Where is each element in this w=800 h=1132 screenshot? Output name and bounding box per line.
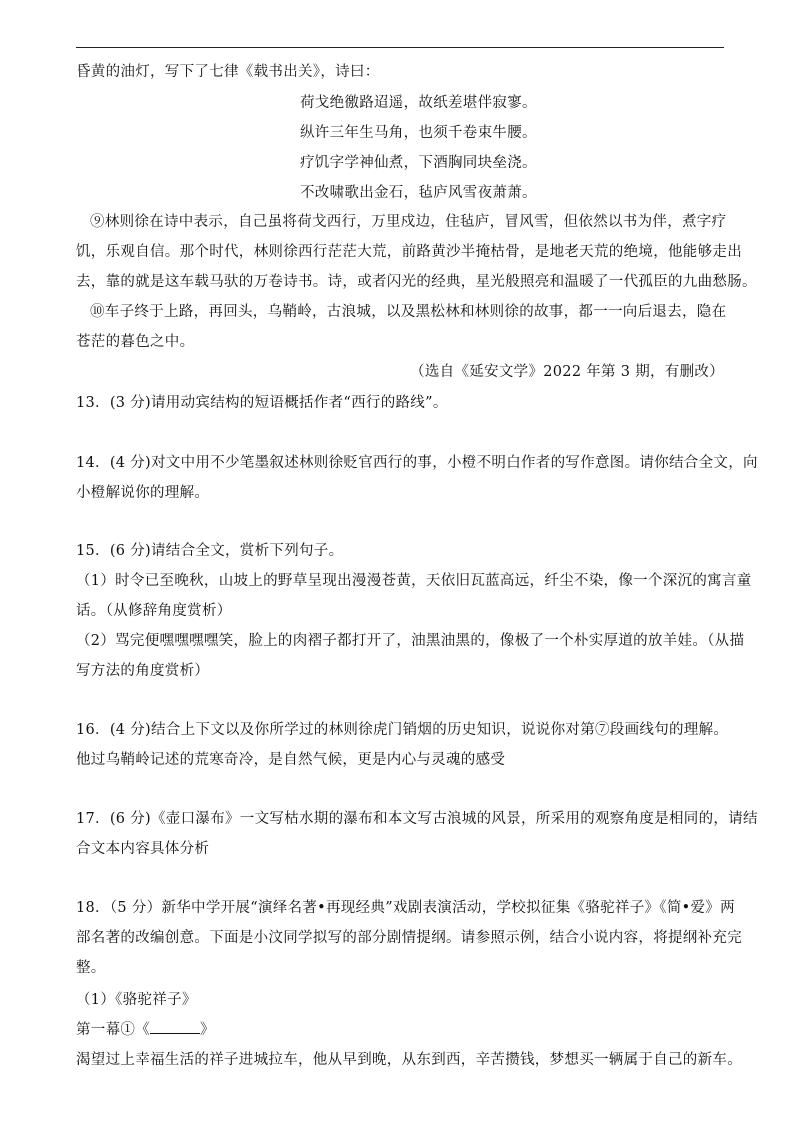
question-14-line: 小橙解说你的理解。 (76, 485, 210, 501)
paragraph-10-line: ⑩车子终于上路，再回头，乌鞘岭，古浪城，以及黑松林和林则徐的故事，都一一向后退去，隐在 (90, 304, 727, 320)
question-18-line: 18．（5 分）新华中学开展“演绎名著•再现经典”戏剧表演活动，学校拟征集《骆驼祥子》《简•爱》两 (76, 900, 735, 916)
act1-prefix: 第一幕①《 (76, 1022, 150, 1038)
poem-line: 疗饥字学神仙煮，下酒胸同块垒浇。 (300, 155, 537, 171)
question-17-line: 17．(6 分)《壶口瀑布》一文写枯水期的瀑布和本文写古浪城的风景，所采用的观察角度是相同的，请结 (76, 811, 758, 827)
question-18-act1 (76, 1020, 215, 1040)
question-15-2-line: 写方法的角度赏析） (76, 663, 210, 679)
intro-line: 昏黄的油灯，写下了七律《载书出关》，诗曰： (76, 64, 380, 80)
question-15-1-line: （1）时令已至晚秋，山坡上的野草呈现出漫漫苍黄，天依旧瓦蓝高远，纤尘不染，像一个深沉的寓言童 (76, 573, 752, 589)
question-13: 13．(3 分)请用动宾结构的短语概括作者“西行的路线”。 (76, 395, 448, 411)
paragraph-9-line: 去，靠的就是这车载马驮的万卷诗书。诗，或者闪光的经典，星光般照亮和温暖了一代孤臣的九曲愁肠。 (76, 274, 757, 290)
poem-line: 荷戈绝徼路迢遥，故纸差堪伴寂寥。 (300, 95, 537, 111)
question-14-line: 14．(4 分)对文中用不少笔墨叙述林则徐贬官西行的事，小橙不明白作者的写作意图。请你结合全文，向 (76, 455, 758, 471)
question-16: 16．(4 分)结合上下文以及你所学过的林则徐虎门销烟的历史知识，说说你对第⑦段画线句的理解。 (76, 722, 729, 738)
source-citation: （选自《延安文学》2022 年第 3 期，有删改） (410, 364, 724, 380)
act1-suffix: 》 (200, 1022, 215, 1038)
question-18-line: 整。 (76, 960, 106, 976)
question-18-sub1: （1）《骆驼祥子》 (76, 992, 197, 1008)
question-15: 15．(6 分)请结合全文，赏析下列句子。 (76, 543, 344, 559)
question-18-act1-desc: 渴望过上幸福生活的祥子进城拉车，他从早到晚，从东到西，辛苦攒钱，梦想买一辆属于自己的新车。 (76, 1052, 742, 1068)
paragraph-10-line: 苍茫的暮色之中。 (76, 334, 195, 350)
answer-blank[interactable] (150, 1033, 200, 1034)
poem-line: 纵许三年生马角，也须千卷束牛腰。 (300, 125, 537, 141)
question-18-line: 部名著的改编创意。下面是小汶同学拟写的部分剧情提纲。请参照示例，结合小说内容，将提纲补充完 (76, 930, 742, 946)
paragraph-9-line: 饥，乐观自信。那个时代，林则徐西行茫茫大荒，前路黄沙半掩枯骨，是地老天荒的绝境，他能够走出 (76, 244, 742, 260)
question-17-line: 合文本内容具体分析 (76, 841, 210, 857)
question-16-quote: 他过乌鞘岭记述的荒寒奇冷，是自然气候，更是内心与灵魂的感受 (76, 752, 506, 768)
paragraph-9-line: ⑨林则徐在诗中表示，自己虽将荷戈西行，万里戍边，住毡庐，冒风雪，但依然以书为伴，煮字疗 (90, 214, 727, 230)
question-15-1-line: 话。（从修辞角度赏析） (76, 603, 232, 619)
poem-line: 不改啸歌出金石，毡庐风雪夜萧萧。 (300, 185, 537, 201)
header-rule (76, 47, 724, 48)
question-15-2-line: （2）骂完便嘿嘿嘿嘿笑，脸上的肉褶子都打开了，油黑油黑的，像极了一个朴实厚道的放羊娃。（从描 (76, 633, 745, 649)
